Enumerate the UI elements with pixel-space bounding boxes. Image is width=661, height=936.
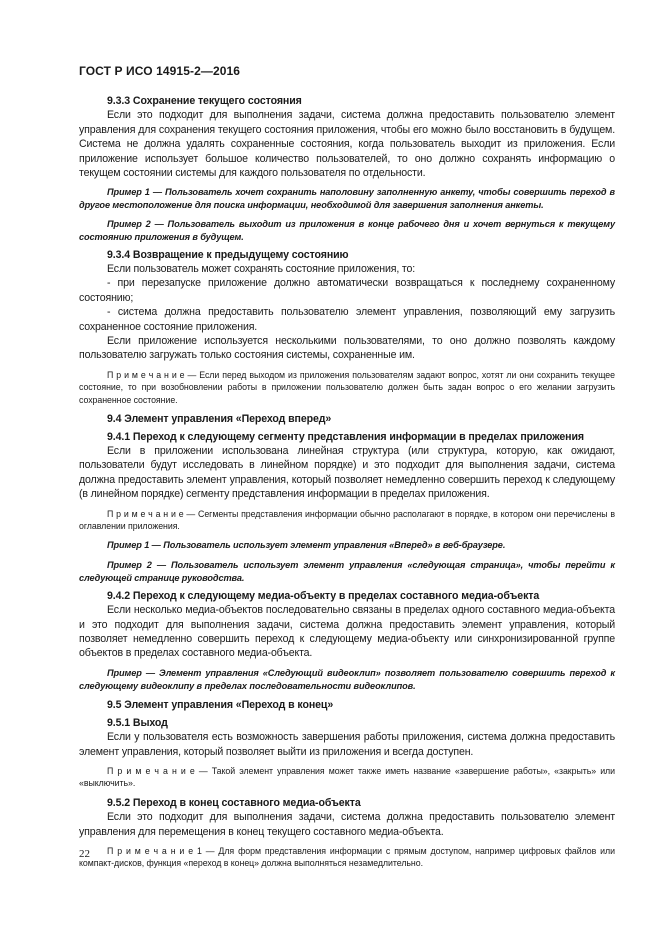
paragraph: Если приложение используется несколькими пользователями, то оно должно позволять каждому пользователю загружать только состояния системы, сохраненные им. bbox=[79, 335, 615, 362]
note: П р и м е ч а н и е 1 — Для форм представления информации с прямым доступом, например цифровых файлов или компакт-дисков, функция «переход в конец» должна выполняться незамедлительно. bbox=[79, 846, 615, 869]
section-heading-9-3-4: 9.3.4 Возвращение к предыдущему состоянию bbox=[107, 248, 349, 261]
list-item: - при перезапуске приложение должно автоматически возвращаться к последнему сохраненному состоянию; bbox=[79, 277, 615, 304]
example: Пример 2 — Пользователь использует элемент управления «следующая страница», чтобы перейти к следующей странице руководства. bbox=[79, 560, 615, 583]
document-body bbox=[79, 94, 615, 870]
paragraph: Если это подходит для выполнения задачи, система должна предоставить пользователю элемент управления для перемещения в конец текущего составного медиа-объекта. bbox=[79, 811, 615, 838]
example: Пример 1 — Пользователь использует элемент управления «Вперед» в веб-браузере. bbox=[107, 540, 506, 551]
paragraph: Если пользователь может сохранять состояние приложения, то: bbox=[107, 263, 416, 276]
paragraph: Если у пользователя есть возможность завершения работы приложения, система должна предоставить элемент управления, который позволяет выйти из приложения и всегда доступен. bbox=[79, 731, 615, 758]
section-heading-9-3-3: 9.3.3 Сохранение текущего состояния bbox=[107, 95, 302, 107]
section-heading-9-4-2: 9.4.2 Переход к следующему медиа-объекту в пределах составного медиа-объекта bbox=[107, 589, 540, 602]
example: Пример 1 — Пользователь хочет сохранить наполовину заполненную анкету, чтобы совершить переход в другое местоположение для поиска информации, необходимой для завершения заполнения анкеты. bbox=[79, 187, 615, 211]
section-heading-9-5-1: 9.5.1 Выход bbox=[107, 716, 168, 729]
page-number: 22 bbox=[79, 848, 90, 860]
paragraph: Если это подходит для выполнения задачи, система должна предоставить пользователю элемент управления для сохранения текущего состояния приложения, чтобы его можно было восстановить в будущем. Система не должна удалять сохраненные состояния, когда пользователь выходит из приложения. Если приложение использует большое количество пользователей, то оно должно сохранять информацию о текущем состоянии системы для каждого пользователя по отдельности. bbox=[79, 109, 615, 180]
note: П р и м е ч а н и е — Если перед выходом из приложения пользователям задают вопрос, хотят ли они сохранить текущее состояние, то при возобновлении работы в приложении пользователю должен быть задан вопрос о его желании загрузить сохраненное состояние. bbox=[79, 369, 615, 405]
note: П р и м е ч а н и е — Такой элемент управления может также иметь название «завершение работы», «закрыть» или «выключить». bbox=[79, 765, 615, 789]
note: П р и м е ч а н и е — Сегменты представления информации обычно располагают в порядке, в котором они перечислены в оглавлении приложения. bbox=[79, 508, 615, 531]
section-heading-9-4-1: 9.4.1 Переход к следующему сегменту представления информации в пределах приложения bbox=[107, 430, 584, 443]
paragraph: Если в приложении использована линейная структура (или структура, которую, как ожидают, пользователи будут исследовать в линейном порядке) и это подходит для выполнения задачи, система должна предоставить элемент управления, который позволяет немедленно совершить переход к следующему (в линейном порядке) сегменту представления информации в пределах приложения. bbox=[79, 444, 615, 501]
list-item: - система должна предоставить пользователю элемент управления, позволяющий ему загрузить сохраненное состояние приложения. bbox=[79, 306, 615, 333]
example: Пример 2 — Пользователь выходит из приложения в конце рабочего дня и хочет вернуться к текущему состоянию приложения в будущем. bbox=[79, 219, 615, 242]
document-header: ГОСТ Р ИСО 14915-2—2016 bbox=[79, 64, 241, 78]
section-heading-9-5-2: 9.5.2 Переход в конец составного медиа-объекта bbox=[107, 796, 361, 809]
example: Пример — Элемент управления «Следующий видеоклип» позволяет пользователю совершить переход к следующему видеоклипу в пределах последовательности видеоклипов. bbox=[79, 667, 615, 691]
section-heading-9-5: 9.5 Элемент управления «Переход в конец» bbox=[107, 699, 334, 712]
paragraph: Если несколько медиа-объектов последовательно связаны в пределах одного составного медиа-объекта и это подходит для выполнения задачи, система должна предоставить элемент управления, который позволяет немедленно совершить переход к следующему медиа-объекту или синхронизированной группе объектов в пределах составного медиа-объекта. bbox=[79, 604, 615, 660]
section-heading-9-4: 9.4 Элемент управления «Переход вперед» bbox=[107, 413, 332, 426]
